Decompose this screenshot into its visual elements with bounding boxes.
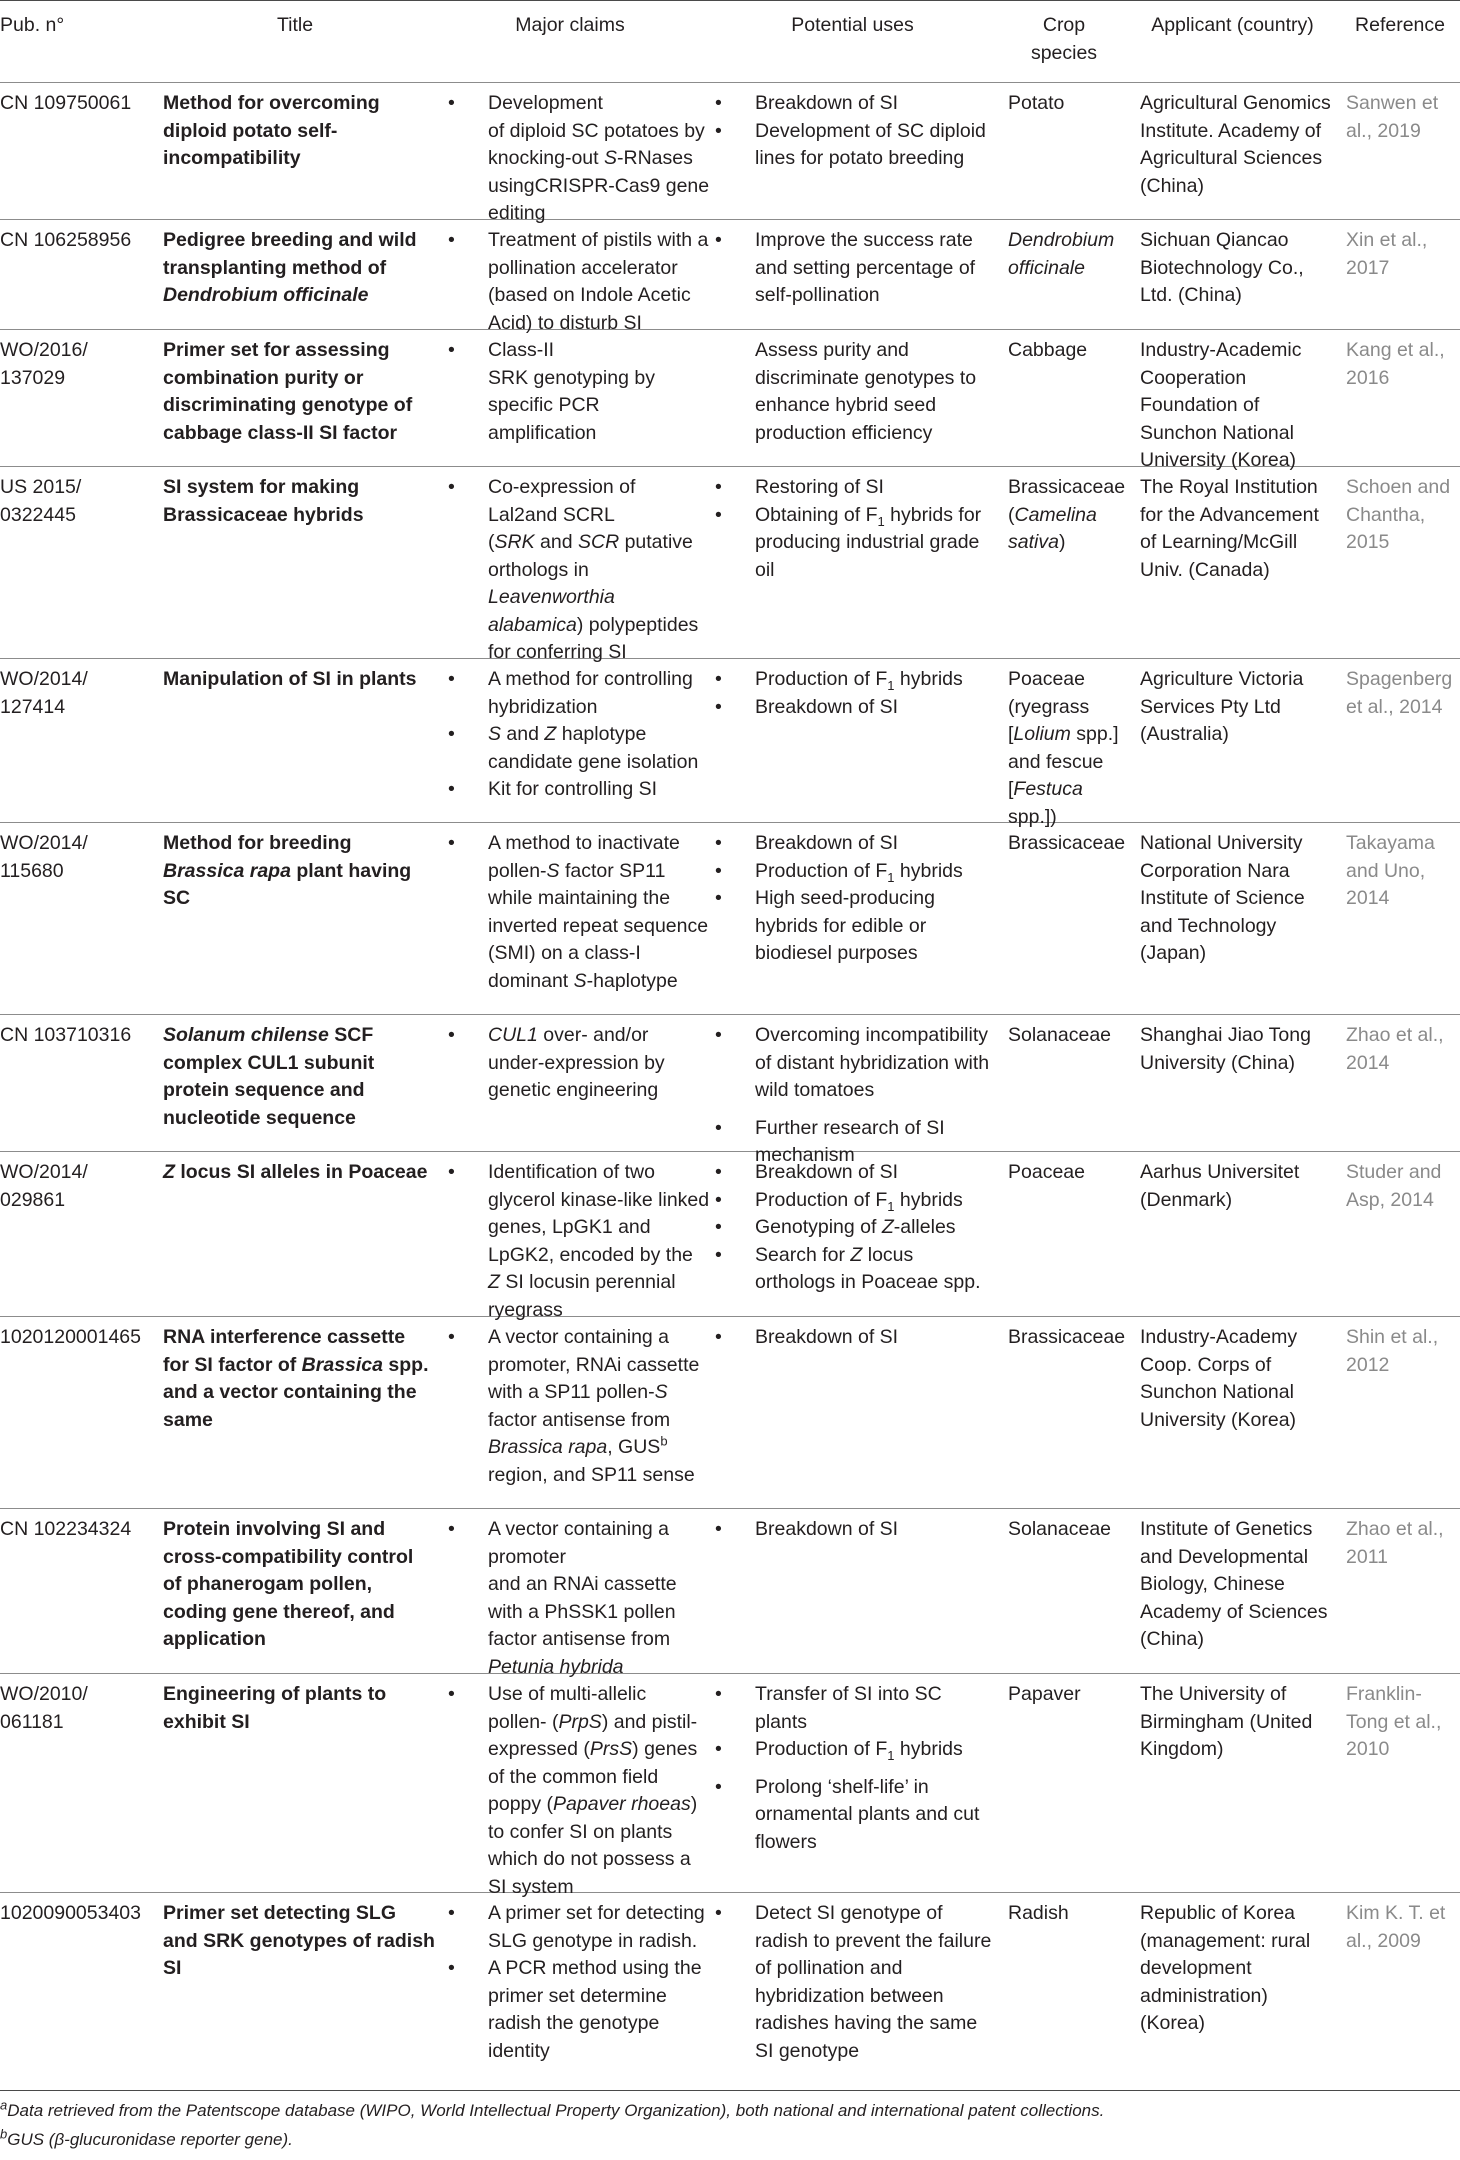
patent-title: Primer set detecting SLG and SRK genotypes of radish SI [163,1902,435,1979]
claim-item: • Treatment of pistils with a pollination accelerator (based on Indole Acetic Acid) to disturb SI [448,227,710,337]
applicant: Industry-Academic Cooperation Foundation of Sunchon National University (Korea) [1140,339,1302,471]
potential-uses [715,830,995,968]
crop-species: Papaver [1008,1683,1081,1705]
major-claims [448,830,710,995]
claim-item: • A method to inactivate pollen-S factor SP11 while maintaining the inverted repeat sequence (SMI) on a class-I dominant S-haplotype [448,830,710,995]
reference: Xin et al., 2017 [1346,229,1428,279]
crop-species: Cabbage [1008,339,1088,361]
use-item: • Breakdown of SI [715,1159,995,1187]
pub-number: CN 109750061 [0,92,132,114]
pub-number: WO/2014/ 127414 [0,668,88,718]
use-item: • Breakdown of SI [715,90,995,118]
patent-title: Primer set for assessing combination purity or discriminating genotype of cabbage class-II SI factor [163,339,413,444]
potential-uses [715,474,995,584]
applicant: Agriculture Victoria Services Pty Ltd (Australia) [1140,668,1304,745]
use-item: • Search for Z locus orthologs in Poaceae spp. [715,1242,995,1297]
table-rule [0,822,1460,823]
applicant: Agricultural Genomics Institute. Academy of Agricultural Sciences (China) [1140,92,1331,197]
major-claims [448,1516,710,1681]
crop-species: Brassicaceae (Camelina sativa) [1008,476,1126,553]
reference: Studer and Asp, 2014 [1346,1161,1442,1211]
major-claims [448,90,713,228]
header-crop: Crop species [1030,14,1098,64]
use-item: • Development of SC diploid lines for potato breeding [715,118,995,173]
header-applicant: Applicant (country) [1151,14,1314,36]
claim-item: • A primer set for detecting SLG genotype in radish. [448,1900,710,1955]
crop-species: Radish [1008,1902,1069,1924]
header-uses: Potential uses [791,14,914,36]
applicant: The Royal Institution for the Advancement of Learning/McGill Univ. (Canada) [1140,476,1319,581]
patent-title: SI system for making Brassicaceae hybrids [163,476,364,526]
potential-uses [715,666,995,721]
reference: Schoen and Chantha, 2015 [1346,476,1451,553]
major-claims [448,666,710,804]
table-rule [0,219,1460,220]
major-claims [448,337,710,447]
major-claims [448,1324,710,1489]
claim-item: • Development of diploid SC potatoes by knocking-out S-RNases usingCRISPR-Cas9 gene editing [448,90,713,228]
claim-item: • Kit for controlling SI [448,776,710,804]
claim-item: • A PCR method using the primer set determine radish the genotype identity [448,1955,710,2065]
patent-title: Z locus SI alleles in Poaceae [163,1161,428,1183]
footnote-a: $^a$Data retrieved from the Patentscope database (WIPO, World Intellectual Property Organization), both national and international patent collections. [0,2097,1105,2120]
reference: Shin et al., 2012 [1346,1326,1439,1376]
reference: Zhao et al., 2014 [1346,1024,1444,1074]
use-item: • Restoring of SI [715,474,995,502]
potential-uses [715,337,995,447]
claim-item: • A method for controlling hybridization [448,666,710,721]
major-claims [448,1681,710,1901]
reference: Spagenberg et al., 2014 [1346,668,1453,718]
table-rule [0,0,1460,1]
potential-uses [715,90,995,173]
claim-item: • S and Z haplotype candidate gene isolation [448,721,710,776]
table-rule [0,1316,1460,1317]
header-pub: Pub. n° [0,14,65,36]
use-item: • Breakdown of SI [715,1324,995,1352]
table-rule [0,2090,1460,2091]
header-claims: Major claims [515,14,625,36]
crop-species: Brassicaceae [1008,832,1126,854]
use-item: • Production of $F_1$ hybrids [715,1736,995,1764]
use-item: • Breakdown of SI [715,1516,995,1544]
use-item: • High seed-producing hybrids for edible or biodiesel purposes [715,885,995,968]
patent-title: Manipulation of SI in plants [163,668,417,690]
use-item: • Detect SI genotype of radish to prevent the failure of pollination and hybridization between radishes having the same SI genotype [715,1900,995,2065]
applicant: Shanghai Jiao Tong University (China) [1140,1024,1311,1074]
patent-title: RNA interference cassette for SI factor of Brassica spp. and a vector containing the same [163,1326,429,1431]
header-title: Title [276,14,314,36]
use-item: • Prolong ‘shelf-life’ in ornamental plants and cut flowers [715,1774,995,1857]
claim-item: • Class-II SRK genotyping by specific PCR amplification [448,337,710,447]
reference: Kang et al., 2016 [1346,339,1445,389]
patent-title: Engineering of plants to exhibit SI [163,1683,387,1733]
potential-uses [715,1159,995,1297]
use-item: • Genotyping of Z-alleles [715,1214,995,1242]
use-item: • Further research of SI mechanism [715,1115,995,1170]
pub-number: US 2015/ 0322445 [0,476,82,526]
claim-item: • Co-expression of Lal2and SCRL (SRK and SCR putative orthologs in Leavenworthia alabamica) polypeptides for conferring SI [448,474,710,667]
major-claims [448,227,710,337]
reference: Takayama and Uno, 2014 [1346,832,1435,909]
pub-number: CN 106258956 [0,229,132,251]
use-item: • Obtaining of $F_1$ hybrids for producing industrial grade oil [715,502,995,585]
use-item: • Improve the success rate and setting percentage of self-pollination [715,227,995,310]
crop-species: Solanaceae [1008,1024,1112,1046]
potential-uses [715,1681,995,1856]
claim-item: • Identification of two glycerol kinase-like linked genes, LpGK1 and LpGK2, encoded by the Z SI locusin perennial ryegrass [448,1159,710,1324]
major-claims [448,474,710,667]
reference: Franklin-Tong et al., 2010 [1346,1683,1442,1760]
use-item: • Overcoming incompatibility of distant hybridization with wild tomatoes [715,1022,995,1105]
crop-species: Solanaceae [1008,1518,1112,1540]
pub-number: CN 102234324 [0,1518,132,1540]
potential-uses [715,1900,995,2065]
major-claims [448,1022,710,1105]
potential-uses [715,227,995,310]
crop-species: Brassicaceae [1008,1326,1126,1348]
table-rule [0,658,1460,659]
footnote-b: $^b$GUS (β-glucuronidase reporter gene). [0,2126,293,2149]
crop-species: Poaceae (ryegrass [Lolium spp.] and fescue [Festuca spp.]) [1008,668,1119,828]
patent-title: Solanum chilense SCF complex CUL1 subunit protein sequence and nucleotide sequence [163,1024,375,1129]
header-reference: Reference [1355,14,1445,36]
applicant: Republic of Korea (management: rural development administration) (Korea) [1140,1902,1311,2034]
applicant: Aarhus Universitet (Denmark) [1140,1161,1300,1211]
potential-uses [715,1324,995,1352]
use-item: • Transfer of SI into SC plants [715,1681,995,1736]
claim-item: • Use of multi-allelic pollen- (PrpS) and pistil-expressed (PrsS) genes of the common field poppy (Papaver rhoeas) to confer SI on plants which do not possess a SI system [448,1681,710,1901]
potential-uses [715,1022,995,1170]
patent-title: Protein involving SI and cross-compatibility control of phanerogam pollen, coding gene thereof, and application [163,1518,414,1650]
patent-title: Pedigree breeding and wild transplanting method of Dendrobium officinale [163,229,417,306]
table-rule [0,82,1460,83]
major-claims [448,1900,710,2065]
table-rule [0,329,1460,330]
table-rule [0,1508,1460,1509]
pub-number: 1020120001465 [0,1326,141,1348]
patent-title: Method for overcoming diploid potato self-incompatibility [163,92,380,169]
patent-title: Method for breeding Brassica rapa plant having SC [163,832,412,909]
applicant: Sichuan Qiancao Biotechnology Co., Ltd. (China) [1140,229,1304,306]
claim-item: • A vector containing a promoter, RNAi cassette with a SP11 pollen-S factor antisense from Brassica rapa, GUS$^b$ region, and SP11 sense [448,1324,710,1489]
reference: Kim K. T. et al., 2009 [1346,1902,1446,1952]
use-item: • Breakdown of SI [715,830,995,858]
pub-number: CN 103710316 [0,1024,132,1046]
pub-number: WO/2014/ 115680 [0,832,88,882]
pub-number: WO/2010/ 061181 [0,1683,88,1733]
major-claims [448,1159,710,1324]
crop-species: Potato [1008,92,1065,114]
table-rule [0,1014,1460,1015]
table-rule [0,1673,1460,1674]
table-rule [0,1892,1460,1893]
use-item: • Breakdown of SI [715,694,995,722]
potential-uses [715,1516,995,1544]
crop-species: Poaceae [1008,1161,1085,1183]
applicant: Industry-Academy Coop. Corps of Sunchon National University (Korea) [1140,1326,1298,1431]
crop-species: Dendrobium officinale [1008,229,1115,279]
reference: Sanwen et al., 2019 [1346,92,1439,142]
claim-item: • A vector containing a promoter and an RNAi cassette with a PhSSK1 pollen factor antisense from Petunia hybrida [448,1516,710,1681]
pub-number: 1020090053403 [0,1902,141,1924]
pub-number: WO/2016/ 137029 [0,339,88,389]
pub-number: WO/2014/ 029861 [0,1161,88,1211]
use-item: • Production of $F_1$ hybrids [715,858,995,886]
applicant: Institute of Genetics and Developmental Biology, Chinese Academy of Sciences (China) [1140,1518,1328,1650]
use-item: • Production of $F_1$ hybrids [715,1187,995,1215]
reference: Zhao et al., 2011 [1346,1518,1444,1568]
use-item: • Production of $F_1$ hybrids [715,666,995,694]
claim-item: • CUL1 over- and/or under-expression by genetic engineering [448,1022,710,1105]
use-item: Assess purity and discriminate genotypes to enhance hybrid seed production efficiency [755,339,977,444]
applicant: National University Corporation Nara Institute of Science and Technology (Japan) [1140,832,1305,964]
applicant: The University of Birmingham (United Kingdom) [1140,1683,1313,1760]
